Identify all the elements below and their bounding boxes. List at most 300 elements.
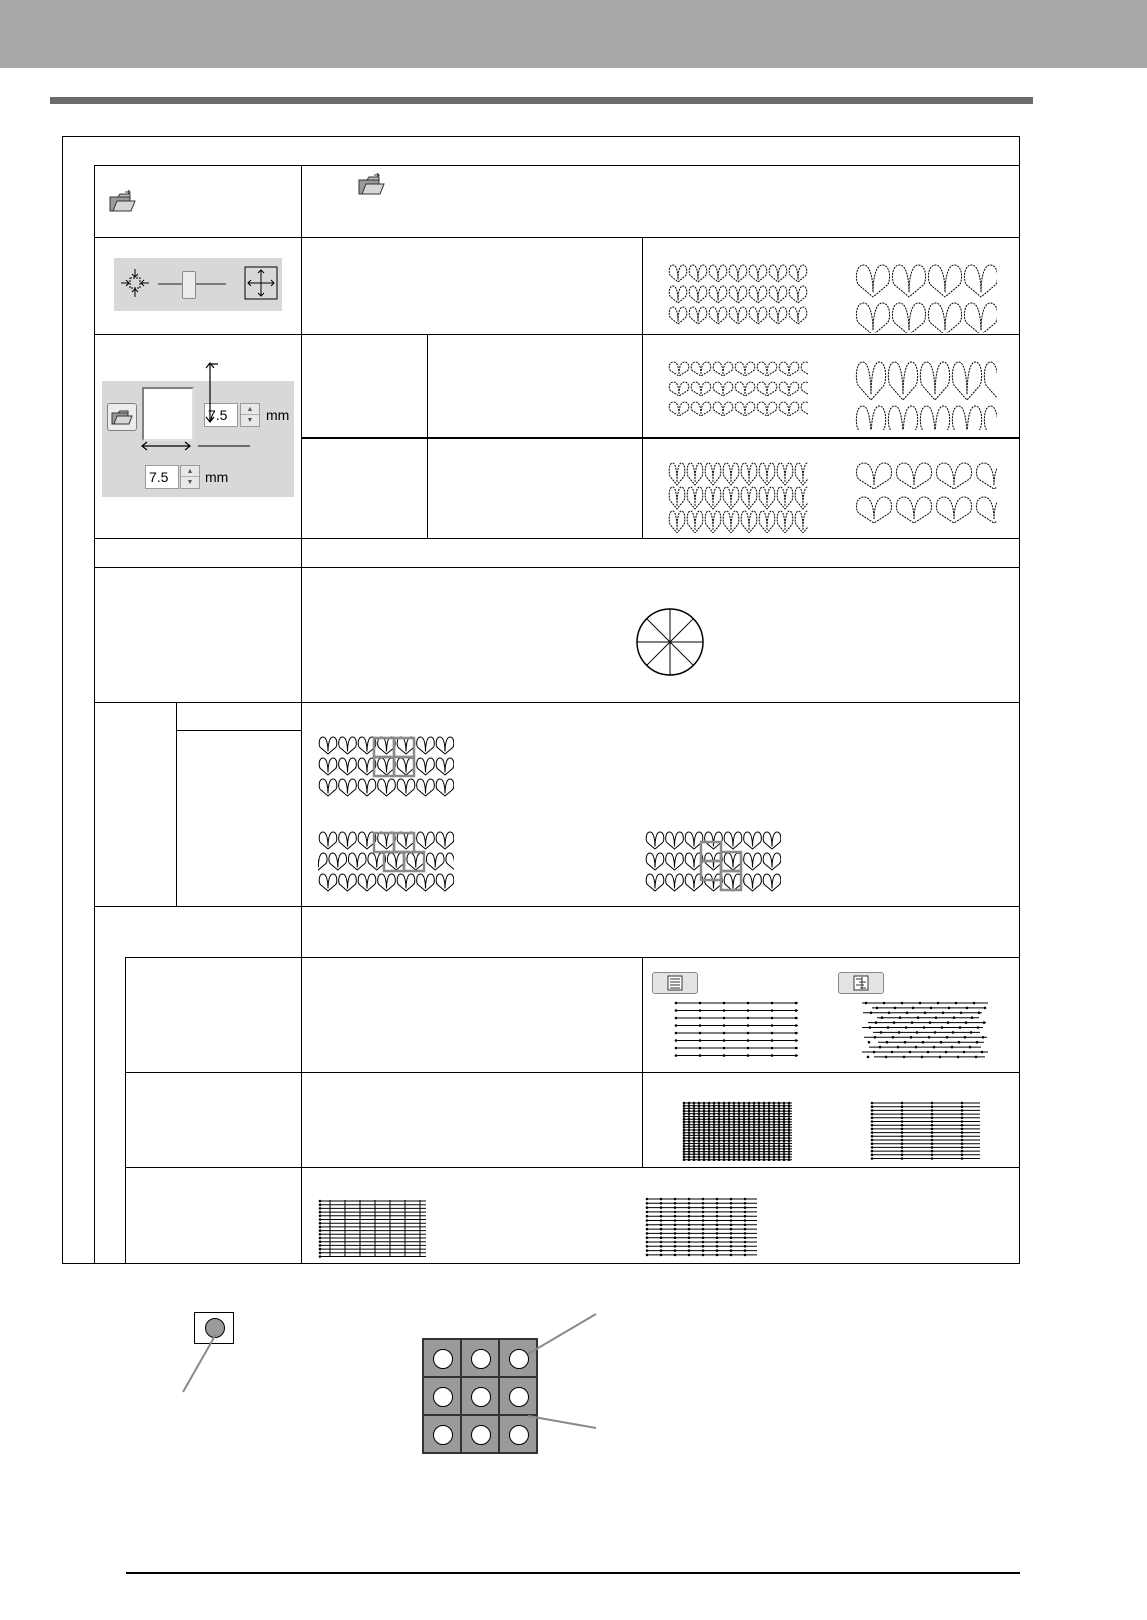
heart-mark [669,487,685,509]
heart-mark [397,758,415,775]
heart-mark [687,487,703,509]
stitch-point [778,1131,781,1134]
heart-mark [378,758,396,775]
stitch-point [743,1121,746,1124]
stitch-point [702,1254,705,1257]
stitch-point [960,1012,963,1015]
stitch-point [961,1154,964,1157]
row-line [125,1072,1020,1073]
stitch-point [702,1198,705,1201]
stitch-point [783,1153,786,1156]
stitch-point [748,1126,751,1129]
stitch-point [758,1131,761,1134]
stitch-point [688,1129,691,1132]
stitch-point [871,1124,874,1127]
stitch-point [708,1137,711,1140]
stitch-point [716,1215,719,1218]
stitch-point [674,1215,677,1218]
stitch-point [773,1158,776,1161]
stitch-point [738,1121,741,1124]
stitch-point [753,1150,756,1153]
pattern-size-slider[interactable] [114,258,282,311]
stitch-point [646,1211,649,1214]
needle-grid-cell [461,1377,499,1415]
stitch-point [753,1121,756,1124]
stitch-point [758,1153,761,1156]
stitch-point [730,1211,733,1214]
stitch-point [698,1156,701,1159]
stitch-point [660,1232,663,1235]
stitch-point [708,1118,711,1121]
heart-mark [779,382,798,396]
stitch-point [683,1113,686,1116]
stitch-point [795,1032,798,1035]
heart-mark [705,463,721,485]
stitch-point [901,1002,904,1005]
heart-mark [856,497,891,523]
stitch-point [871,1139,874,1142]
heart-mark [689,286,707,303]
vertical-spacing-input[interactable]: 7.5 [204,403,238,427]
stitch-point [716,1254,719,1257]
vertical-spacing-stepper[interactable]: ▲ ▼ [240,403,260,427]
stitch-point [771,1039,774,1042]
stitch-point [871,1142,874,1145]
stitch-point [743,1129,746,1132]
stitch-point [733,1134,736,1137]
stitch-point [758,1145,761,1148]
stitch-point [955,1002,958,1005]
slider-thumb[interactable] [182,271,196,299]
heart-mark [436,832,454,849]
stitch-point [693,1131,696,1134]
stitch-point [961,1105,964,1108]
stitch-point [931,1135,934,1138]
stitch-point [646,1249,649,1252]
heart-mark [735,362,754,376]
stitch-point [768,1134,771,1137]
stitch-point [688,1113,691,1116]
stitch-point [753,1158,756,1161]
stitch-point [753,1156,756,1159]
stitch-point [713,1131,716,1134]
stitch-point [788,1115,791,1118]
stitch-point [928,1036,931,1039]
stitch-point [693,1134,696,1137]
stitch-point [688,1107,691,1110]
stitch-point [763,1129,766,1132]
stitch-point [763,1113,766,1116]
stitch-point [688,1123,691,1126]
heart-mark [741,511,757,533]
heart-mark [666,874,684,891]
stitch-point [743,1156,746,1159]
stitch-point [730,1198,733,1201]
stitch-point [738,1123,741,1126]
heart-mark [417,779,435,796]
stitch-point [660,1215,663,1218]
stitch-point [718,1148,721,1151]
stitch-point [778,1150,781,1153]
pattern-preview-wide [855,461,997,533]
row-line [94,702,1020,703]
stitch-point [773,1153,776,1156]
heart-mark [319,779,337,796]
stitch-point [973,1002,976,1005]
stitch-point [713,1123,716,1126]
stitch-point [718,1150,721,1153]
stitch-point [778,1115,781,1118]
stitch-point [763,1118,766,1121]
stitch-point [744,1224,747,1227]
heart-mark [417,874,435,891]
stitch-point [733,1126,736,1129]
stitch-point [723,1107,726,1110]
stitch-point [747,1002,750,1005]
stitch-point [931,1142,934,1145]
heart-mark [757,362,776,376]
stitch-point [795,1002,798,1005]
stitch-point [753,1145,756,1148]
stitch-point [703,1113,706,1116]
horizontal-spacing-stepper[interactable]: ▲ ▼ [180,465,200,489]
stitch-point [788,1123,791,1126]
stitch-point [660,1206,663,1209]
stitch-point [730,1236,733,1239]
stitch-point [738,1150,741,1153]
stitch-point [738,1129,741,1132]
stitch-point [713,1150,716,1153]
stitch-point [883,1002,886,1005]
stitch-point [730,1232,733,1235]
open-pattern-button[interactable] [107,403,137,431]
stitch-point [758,1102,761,1105]
heart-mark [729,286,747,303]
stitch-point [718,1137,721,1140]
stitch-point [778,1156,781,1159]
stitch-point [783,1129,786,1132]
stitch-point [716,1198,719,1201]
stitch-point [961,1117,964,1120]
heart-mark [397,874,415,891]
stitch-point [738,1137,741,1140]
stitch-point [783,1142,786,1145]
stitch-point [319,1237,322,1240]
stitch-point [688,1121,691,1124]
heart-mark [436,874,454,891]
heart-mark [976,463,997,489]
stitch-point [702,1224,705,1227]
stitch-point [702,1232,705,1235]
stitch-point [675,1017,678,1020]
stitch-point [763,1115,766,1118]
stitch-point [911,1021,914,1024]
stitch-point [771,1032,774,1035]
stitch-point [758,1126,761,1129]
horizontal-spacing-input[interactable]: 7.5 [145,465,179,489]
stitch-point [976,1041,979,1044]
stitch-point [728,1123,731,1126]
stitch-point [738,1140,741,1143]
stitch-point [693,1104,696,1107]
stitch-point [901,1109,904,1112]
stitch-point [778,1134,781,1137]
offset-lines-icon [839,973,883,993]
heart-mark [724,874,742,891]
stitch-point [743,1102,746,1105]
stitch-point [733,1156,736,1159]
stitch-point [869,1026,872,1029]
heart-mark [892,265,925,297]
stitch-point [723,1137,726,1140]
offset-preview-vertical [645,830,781,900]
stitch-point [758,1140,761,1143]
stitch-point [718,1123,721,1126]
heart-mark [976,497,997,523]
heart-mark [446,853,454,870]
heart-mark [436,737,454,754]
heart-mark [713,402,732,416]
stitch-point [718,1104,721,1107]
stitch-point [698,1148,701,1151]
stitch-point [868,1041,871,1044]
stitch-point [748,1121,751,1124]
stitch-point [783,1102,786,1105]
stitch-point [646,1202,649,1205]
heart-mark [705,832,723,849]
stitch-point [773,1102,776,1105]
stitch-point [646,1198,649,1201]
stitch-point [977,1026,980,1029]
heart-mark [888,406,917,430]
stitch-point [778,1102,781,1105]
stitch-point [768,1104,771,1107]
stitch-point [753,1153,756,1156]
stitch-point [675,1047,678,1050]
heart-mark [397,737,415,754]
stitch-point [713,1118,716,1121]
stitch-point [748,1107,751,1110]
stitch-point [702,1249,705,1252]
column-divider [642,237,643,539]
stitch-point [693,1107,696,1110]
stitch-point [319,1211,322,1214]
stitch-point [982,1036,985,1039]
stitch-point [733,1131,736,1134]
stitch-point [940,1041,943,1044]
heart-mark [436,779,454,796]
stitch-point [730,1249,733,1252]
stitch-point [892,1036,895,1039]
stitch-point [733,1107,736,1110]
stitch-point [983,1021,986,1024]
stitch-point [683,1142,686,1145]
stitch-point [945,1051,948,1054]
stitch-point [698,1104,701,1107]
stitch-point [948,1007,951,1010]
stitch-point [768,1110,771,1113]
stitch-point [693,1110,696,1113]
stitch-point [708,1110,711,1113]
align-lines-button[interactable] [652,972,698,994]
stitch-point [703,1118,706,1121]
heart-mark [436,758,454,775]
stitch-point [723,1142,726,1145]
heart-mark [928,303,961,333]
stitch-point [763,1150,766,1153]
stitch-point [897,1046,900,1049]
stitch-point [708,1129,711,1132]
heart-mark [713,382,732,396]
stitch-point [723,1123,726,1126]
stitch-point [728,1158,731,1161]
stitch-point [747,1024,750,1027]
stitch-point [768,1145,771,1148]
stitch-point [885,1056,888,1059]
stitch-point [748,1145,751,1148]
stitch-point [783,1145,786,1148]
stitch-point [703,1123,706,1126]
stitch-point [708,1115,711,1118]
heart-mark [687,511,703,533]
stitch-point [748,1131,751,1134]
stitch-point [931,1150,934,1153]
stitch-point [753,1113,756,1116]
stitch-point [788,1129,791,1132]
heart-mark [319,832,337,849]
stitch-point [753,1123,756,1126]
stitch-point [788,1148,791,1151]
stitch-point [788,1156,791,1159]
stitch-point [783,1121,786,1124]
stitch-point [703,1153,706,1156]
stitch-point [743,1113,746,1116]
stitch-point [773,1110,776,1113]
stitch-point [952,1031,955,1034]
stitch-point [921,1056,924,1059]
stitch-point [683,1145,686,1148]
stitch-point [871,1120,874,1123]
stitch-point [768,1121,771,1124]
stitch-point [718,1107,721,1110]
stitch-point [778,1142,781,1145]
heart-mark [749,286,767,303]
stitch-point [912,1007,915,1010]
stitch-point [773,1156,776,1159]
stitch-point [901,1120,904,1123]
heart-mark [426,853,444,870]
stitch-point [708,1153,711,1156]
stitch-point [688,1254,691,1257]
stitch-point [733,1142,736,1145]
stitch-point [688,1241,691,1244]
stitch-point [958,1041,961,1044]
stitch-point [713,1107,716,1110]
stitch-point [933,1046,936,1049]
stitch-point [728,1129,731,1132]
heart-mark [724,832,742,849]
stitch-point [783,1134,786,1137]
heart-mark [920,406,949,430]
heart-mark [920,362,949,400]
stitch-point [959,1026,962,1029]
stitch-point [708,1126,711,1129]
stitch-point [753,1118,756,1121]
stitch-point [743,1145,746,1148]
heart-mark [856,463,891,489]
heart-mark [896,463,931,489]
needle-position [433,1387,453,1407]
stitch-point [674,1236,677,1239]
stitch-point [675,1024,678,1027]
stitch-point [888,1012,891,1015]
stitch-point [733,1148,736,1151]
stitch-point [703,1126,706,1129]
stitch-point [930,1007,933,1010]
heart-mark [669,286,687,303]
stitch-point [778,1123,781,1126]
stitch-point [718,1134,721,1137]
stitch-point [778,1158,781,1161]
stitch-point [733,1118,736,1121]
heart-mark [763,832,781,849]
stitch-point [904,1041,907,1044]
stitch-point [646,1241,649,1244]
heart-mark [417,737,435,754]
heart-mark [729,307,747,324]
stitch-point [795,1054,798,1057]
stitch-point [718,1145,721,1148]
stitch-point [716,1206,719,1209]
stitch-point [699,1032,702,1035]
heart-mark [952,362,981,400]
stitch-point [922,1041,925,1044]
column-divider [301,165,302,1264]
stitch-point [319,1222,322,1225]
stitch-point [886,1041,889,1044]
stitch-point [693,1153,696,1156]
stitch-point [763,1158,766,1161]
heart-mark [687,463,703,485]
stitch-point [716,1245,719,1248]
stitch-point [961,1146,964,1149]
offset-lines-button[interactable] [838,972,884,994]
stitch-point [783,1113,786,1116]
stitch-point [748,1102,751,1105]
heart-mark [691,362,710,376]
stitch-point [758,1107,761,1110]
stitch-point [688,1142,691,1145]
heart-mark [378,779,396,796]
stitch-point [713,1137,716,1140]
stitch-point [941,1026,944,1029]
stitch-point [788,1113,791,1116]
stitch-point [906,1012,909,1015]
stitch-point [744,1254,747,1257]
stitch-point [743,1126,746,1129]
stitch-point [788,1104,791,1107]
stitch-point [744,1249,747,1252]
stitch-point [730,1202,733,1205]
stitch-point [698,1131,701,1134]
stitch-point [747,1054,750,1057]
stitch-point [939,1056,942,1059]
heart-mark [669,511,685,533]
stitch-point [703,1129,706,1132]
heart-mark [779,402,798,416]
stitch-point [758,1142,761,1145]
stitch-point [693,1123,696,1126]
